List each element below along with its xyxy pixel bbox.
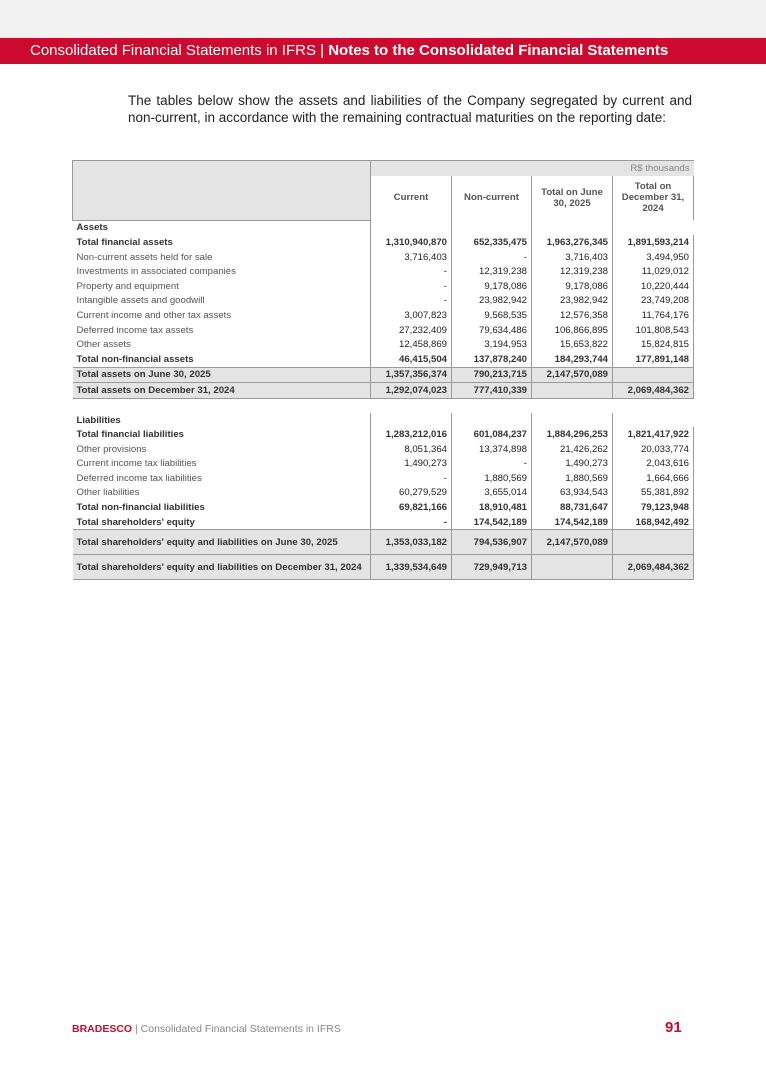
row-label: Current income tax liabilities xyxy=(76,458,197,470)
row-value: 15,653,822 xyxy=(532,337,613,352)
table-row xyxy=(73,294,694,309)
row-value: 3,716,403 xyxy=(371,250,452,265)
row-value: 11,764,176 xyxy=(613,308,694,323)
row-value: 9,178,086 xyxy=(452,279,532,294)
row-label: Other assets xyxy=(76,339,131,351)
row-value: 137,878,240 xyxy=(452,352,532,367)
column-header-row xyxy=(73,176,694,221)
row-value: 11,029,012 xyxy=(613,264,694,279)
row-value: - xyxy=(452,250,532,265)
row-label: Total financial liabilities xyxy=(76,429,185,441)
row-value: - xyxy=(371,294,452,309)
row-value: 21,426,262 xyxy=(532,442,613,457)
row-value: 3,494,950 xyxy=(613,250,694,265)
row-value: 55,381,892 xyxy=(613,486,694,501)
row-label: Total assets on December 31, 2024 xyxy=(73,383,371,399)
footer-separator: | xyxy=(132,1023,141,1035)
row-value: 20,033,774 xyxy=(613,442,694,457)
row-label: Total financial assets xyxy=(76,236,173,248)
row-value: 1,357,356,374 xyxy=(371,367,452,383)
table-row xyxy=(73,471,694,486)
row-value: 1,490,273 xyxy=(371,457,452,472)
row-label: Total shareholders' equity and liabilities on June 30, 2025 xyxy=(73,530,371,555)
row-value: 177,891,148 xyxy=(613,352,694,367)
row-value: 729,949,713 xyxy=(452,555,532,580)
row-label: Other provisions xyxy=(76,443,147,455)
unit-row xyxy=(73,161,694,176)
table-row xyxy=(73,264,694,279)
page-number: 91 xyxy=(665,1019,682,1036)
table-row xyxy=(73,442,694,457)
header-separator: | xyxy=(315,42,329,59)
section-title-row xyxy=(73,413,694,428)
table-row xyxy=(73,500,694,515)
row-value: 184,293,744 xyxy=(532,352,613,367)
col-non-current: Non-current xyxy=(452,176,532,221)
table-row xyxy=(73,308,694,323)
row-value xyxy=(532,383,613,399)
row-value xyxy=(613,367,694,383)
row-value: 12,319,238 xyxy=(452,264,532,279)
intro-paragraph: The tables below show the assets and liabilities of the Company segregated by current and non-current, in accordance with the remaining contractual maturities on the reporting date: xyxy=(128,93,692,125)
row-value: 63,934,543 xyxy=(532,486,613,501)
row-value: 1,963,276,345 xyxy=(532,235,613,250)
row-value: 790,213,715 xyxy=(452,367,532,383)
table-row xyxy=(73,383,694,399)
header-section: Notes to the Consolidated Financial Statements xyxy=(328,42,669,59)
row-value: 3,194,953 xyxy=(452,337,532,352)
row-value: - xyxy=(371,264,452,279)
row-value: 174,542,189 xyxy=(452,515,532,530)
table-row xyxy=(73,337,694,352)
row-value: 1,821,417,922 xyxy=(613,427,694,442)
row-label: Property and equipment xyxy=(76,280,179,292)
spacer-row xyxy=(73,398,694,413)
page-header xyxy=(0,38,766,64)
row-label: Deferred income tax liabilities xyxy=(76,472,202,484)
top-band xyxy=(0,0,766,38)
row-value: 23,982,942 xyxy=(532,294,613,309)
row-value: - xyxy=(371,279,452,294)
row-value: 79,634,486 xyxy=(452,323,532,338)
page-footer xyxy=(72,1023,341,1035)
row-label: Total shareholders' equity and liabilities on December 31, 2024 xyxy=(73,555,371,580)
col-total-dec-2024: Total on December 31, 2024 xyxy=(613,176,694,221)
footer-text: Consolidated Financial Statements in IFRS xyxy=(140,1023,341,1035)
col-current: Current xyxy=(371,176,452,221)
row-label: Intangible assets and goodwill xyxy=(76,295,205,307)
row-value: 3,716,403 xyxy=(532,250,613,265)
row-value: 18,910,481 xyxy=(452,500,532,515)
row-value: 60,279,529 xyxy=(371,486,452,501)
table-row xyxy=(73,427,694,442)
assets-liabilities-table xyxy=(72,160,694,580)
row-value: 652,335,475 xyxy=(452,235,532,250)
table-row xyxy=(73,367,694,383)
unit-label: R$ thousands xyxy=(371,161,694,176)
row-label: Total assets on June 30, 2025 xyxy=(73,367,371,383)
row-label: Total non-financial liabilities xyxy=(76,502,205,514)
row-value: 1,292,074,023 xyxy=(371,383,452,399)
row-value: 601,084,237 xyxy=(452,427,532,442)
row-value: - xyxy=(452,457,532,472)
row-value: - xyxy=(371,515,452,530)
row-value: 794,536,907 xyxy=(452,530,532,555)
col-total-jun-2025: Total on June 30, 2025 xyxy=(532,176,613,221)
table-row xyxy=(73,555,694,580)
row-value: 13,374,898 xyxy=(452,442,532,457)
row-value: 1,884,296,253 xyxy=(532,427,613,442)
table-row xyxy=(73,323,694,338)
row-value: 2,069,484,362 xyxy=(613,383,694,399)
table-row xyxy=(73,352,694,367)
row-value: 69,821,166 xyxy=(371,500,452,515)
row-label: Other liabilities xyxy=(76,487,140,499)
row-value: 1,353,033,182 xyxy=(371,530,452,555)
row-value: 8,051,364 xyxy=(371,442,452,457)
row-value: 777,410,339 xyxy=(452,383,532,399)
row-value: 2,147,570,089 xyxy=(532,367,613,383)
row-value: 1,880,569 xyxy=(532,471,613,486)
row-value: 1,490,273 xyxy=(532,457,613,472)
row-value: 15,824,815 xyxy=(613,337,694,352)
row-value: 27,232,409 xyxy=(371,323,452,338)
section-title: Assets xyxy=(76,222,108,234)
row-value: 2,043,616 xyxy=(613,457,694,472)
table-row xyxy=(73,250,694,265)
row-value: 174,542,189 xyxy=(532,515,613,530)
row-label: Deferred income tax assets xyxy=(76,324,194,336)
row-value: 1,310,940,870 xyxy=(371,235,452,250)
row-label: Total shareholders' equity xyxy=(73,515,371,530)
row-label: Investments in associated companies xyxy=(76,266,236,278)
table-row xyxy=(73,530,694,555)
row-value: 3,007,823 xyxy=(371,308,452,323)
row-value: 12,319,238 xyxy=(532,264,613,279)
row-label: Total non-financial assets xyxy=(76,353,194,365)
header-title: Consolidated Financial Statements in IFRS xyxy=(30,42,316,59)
row-value: 79,123,948 xyxy=(613,500,694,515)
table-row xyxy=(73,515,694,530)
row-value xyxy=(613,530,694,555)
row-value: 168,942,492 xyxy=(613,515,694,530)
row-value: 1,339,534,649 xyxy=(371,555,452,580)
row-value: 88,731,647 xyxy=(532,500,613,515)
row-value: 1,891,593,214 xyxy=(613,235,694,250)
row-value: 12,458,869 xyxy=(371,337,452,352)
footer-brand: BRADESCO xyxy=(72,1023,133,1035)
table-row xyxy=(73,457,694,472)
table-row xyxy=(73,279,694,294)
row-value: 3,655,014 xyxy=(452,486,532,501)
row-value: - xyxy=(371,471,452,486)
row-value: 101,808,543 xyxy=(613,323,694,338)
row-value: 1,283,212,016 xyxy=(371,427,452,442)
section-title-row xyxy=(73,220,694,235)
row-value: 9,568,535 xyxy=(452,308,532,323)
row-label: Current income and other tax assets xyxy=(76,309,232,321)
row-value: 46,415,504 xyxy=(371,352,452,367)
row-value xyxy=(532,555,613,580)
row-value: 23,982,942 xyxy=(452,294,532,309)
row-label: Non-current assets held for sale xyxy=(76,251,213,263)
row-value: 23,749,208 xyxy=(613,294,694,309)
row-value: 2,069,484,362 xyxy=(613,555,694,580)
row-value: 1,664,666 xyxy=(613,471,694,486)
table-row xyxy=(73,486,694,501)
table-row xyxy=(73,235,694,250)
row-value: 9,178,086 xyxy=(532,279,613,294)
section-title: Liabilities xyxy=(76,414,121,426)
row-value: 12,576,358 xyxy=(532,308,613,323)
row-value: 10,220,444 xyxy=(613,279,694,294)
row-value: 106,866,895 xyxy=(532,323,613,338)
row-value: 2,147,570,089 xyxy=(532,530,613,555)
row-value: 1,880,569 xyxy=(452,471,532,486)
